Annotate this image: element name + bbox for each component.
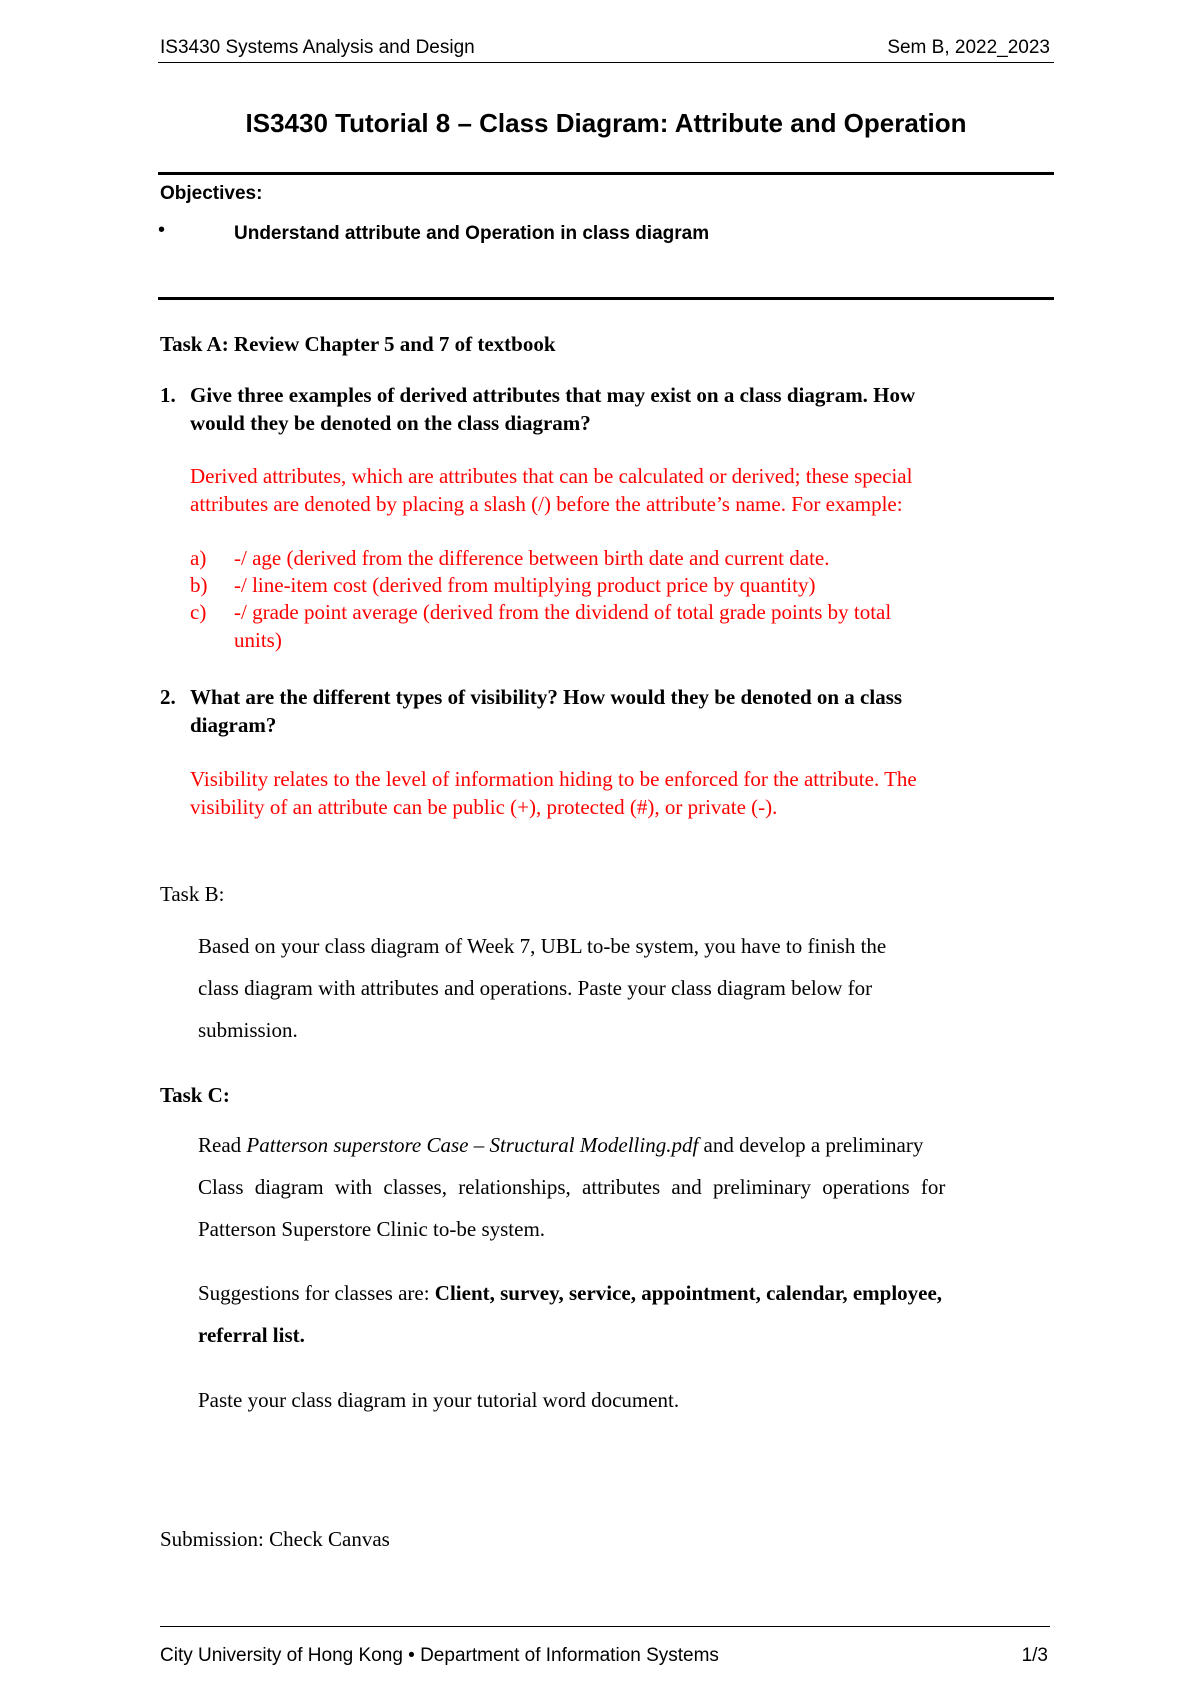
suggested-classes-cont: referral list. — [198, 1323, 305, 1347]
question-1-line-1: Give three examples of derived attributes that may exist on a class diagram. How — [190, 383, 916, 407]
task-b-heading: Task B: — [160, 882, 225, 906]
task-c-read-prefix: Read — [198, 1133, 247, 1157]
footer-divider — [160, 1626, 1050, 1627]
example-b-letter: b) — [190, 573, 208, 597]
page-number: 1/3 — [1021, 1645, 1048, 1666]
task-b-line-1: Based on your class diagram of Week 7, UBL to-be system, you have to finish the — [198, 934, 887, 958]
objectives-divider — [158, 297, 1054, 300]
task-c-suggestions-line — [198, 1272, 1058, 1314]
task-b-line-2: class diagram with attributes and operations. Paste your class diagram below for — [198, 976, 873, 1000]
header-semester: Sem B, 2022_2023 — [887, 37, 1050, 58]
question-1-number: 1. — [160, 383, 176, 407]
task-c-line-3: Patterson Superstore Clinic to-be system. — [198, 1217, 546, 1241]
objectives-label: Objectives: — [160, 183, 263, 204]
task-c-read-line — [198, 1124, 1058, 1166]
answer-1-line-1: Derived attributes, which are attributes that can be calculated or derived; these special — [190, 464, 913, 488]
bullet-icon: • — [158, 219, 166, 241]
task-c-heading: Task C: — [160, 1083, 230, 1107]
submission-note: Submission: Check Canvas — [160, 1527, 390, 1551]
answer-2-line-1: Visibility relates to the level of information hiding to be enforced for the attribute. The — [190, 767, 917, 791]
header-course: IS3430 Systems Analysis and Design — [160, 37, 475, 58]
question-2-number: 2. — [160, 685, 176, 709]
question-2-line-1: What are the different types of visibility? How would they be denoted on a class — [190, 685, 903, 709]
answer-2-line-2: visibility of an attribute can be public (+), protected (#), or private (-). — [190, 795, 778, 819]
title-divider — [158, 172, 1054, 175]
suggested-classes: Client, survey, service, appointment, calendar, employee, — [434, 1281, 943, 1305]
answer-1-line-2: attributes are denoted by placing a slash (/) before the attribute’s name. For example: — [190, 492, 903, 516]
question-1-line-2: would they be denoted on the class diagram? — [190, 411, 591, 435]
task-c-read-suffix: and develop a preliminary — [698, 1133, 924, 1157]
example-a-letter: a) — [190, 546, 207, 570]
task-c-paste-instruction: Paste your class diagram in your tutorial word document. — [198, 1388, 680, 1412]
example-c-text: -/ grade point average (derived from the dividend of total grade points by total — [234, 600, 892, 624]
suggestions-prefix: Suggestions for classes are: — [198, 1281, 435, 1305]
header-divider — [158, 62, 1054, 63]
example-b-text: -/ line-item cost (derived from multiplying product price by quantity) — [234, 573, 816, 597]
footer-institution: City University of Hong Kong • Department of Information Systems — [160, 1645, 719, 1666]
objective-item: Understand attribute and Operation in class diagram — [234, 223, 710, 244]
page-title: IS3430 Tutorial 8 – Class Diagram: Attribute and Operation — [245, 108, 967, 138]
example-c-letter: c) — [190, 600, 207, 624]
example-a-text: -/ age (derived from the difference between birth date and current date. — [234, 546, 830, 570]
question-2-line-2: diagram? — [190, 713, 277, 737]
task-b-line-3: submission. — [198, 1018, 298, 1042]
task-c-line-2: Class diagram with classes, relationships, attributes and preliminary operations for — [198, 1175, 946, 1199]
task-a-heading: Task A: Review Chapter 5 and 7 of textbook — [160, 332, 556, 356]
example-c-text-cont: units) — [234, 628, 282, 652]
case-document-name: Patterson superstore Case – Structural Modelling.pdf — [246, 1133, 699, 1157]
